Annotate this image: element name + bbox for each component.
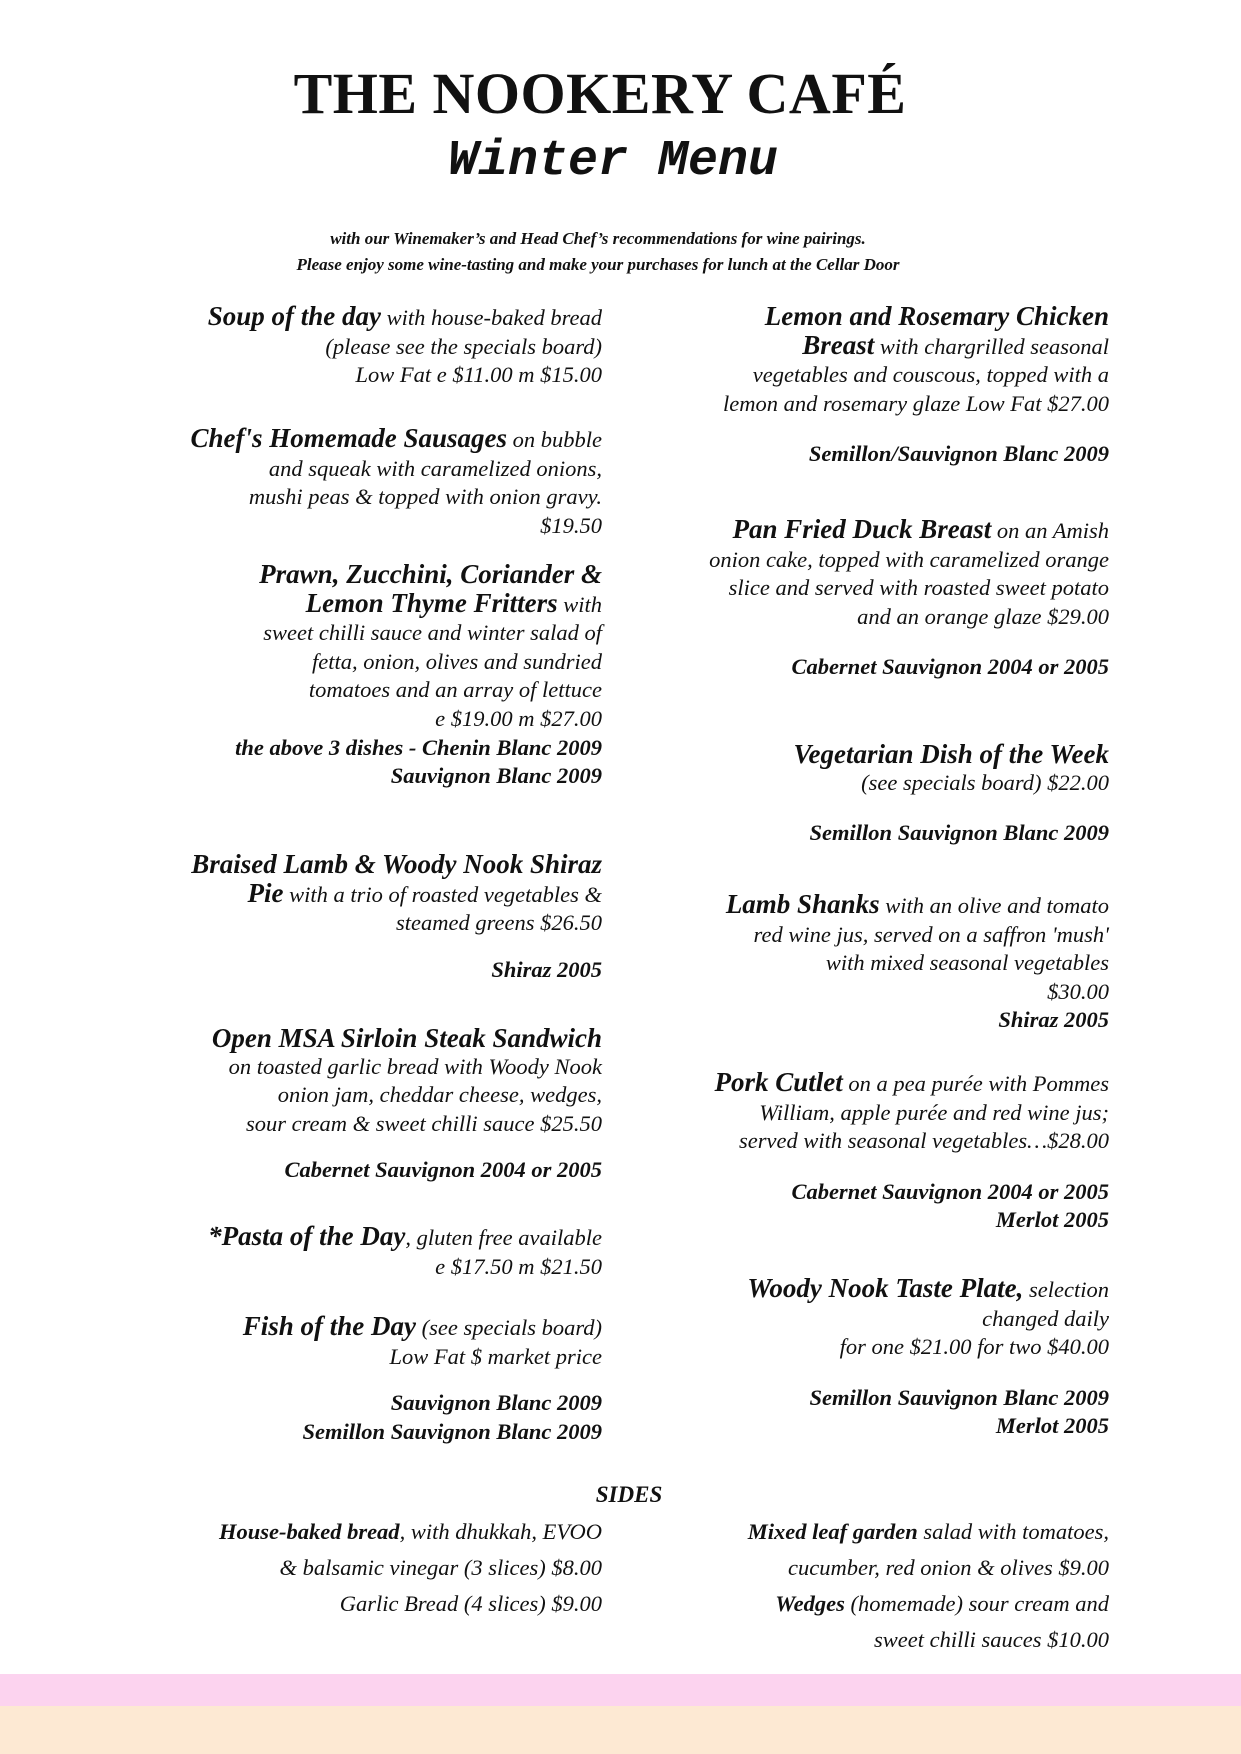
dish-desc: on a pea purée with Pommes (842, 1071, 1109, 1096)
dish-name: Lemon Thyme Fritters (305, 587, 558, 618)
dish-desc: onion jam, cheddar cheese, wedges, (277, 1082, 602, 1108)
menu-item-vegetarian (640, 740, 1109, 848)
menu-item-lamb-shanks (640, 890, 1109, 1035)
wine-pairing: Cabernet Sauvignon 2004 or 2005 (284, 1157, 602, 1183)
dish-price: $30.00 (1047, 978, 1109, 1004)
side-desc: salad with tomatoes, (917, 1519, 1109, 1544)
dish-price: for one $21.00 for two $40.00 (839, 1334, 1109, 1360)
dish-price: $19.50 (540, 512, 602, 538)
dish-name: Prawn, Zucchini, Coriander & (259, 559, 602, 589)
dish-price: e $17.50 m $21.50 (435, 1253, 602, 1279)
dish-price: Low Fat $ market price (389, 1343, 602, 1369)
dish-desc: on bubble (507, 427, 602, 452)
menu-item-taste-plate (640, 1274, 1109, 1441)
wine-pairing: Semillon Sauvignon Blanc 2009 (809, 820, 1109, 846)
dish-desc: (see specials board) (416, 1315, 602, 1340)
wine-pairing: Semillon Sauvignon Blanc 2009 (302, 1418, 602, 1444)
dish-desc: (please see the specials board) (325, 333, 602, 359)
side-price: sweet chilli sauces $10.00 (874, 1627, 1109, 1652)
intro-line-2: Please enjoy some wine-tasting and make your purchases for lunch at the Cellar Door (296, 255, 900, 274)
dish-name: Soup of the day (207, 301, 381, 331)
wine-pairing: Merlot 2005 (995, 1207, 1109, 1233)
dish-desc: on toasted garlic bread with Woody Nook (228, 1053, 602, 1079)
dish-desc: onion cake, topped with caramelized orange (709, 546, 1109, 572)
side-price: & balsamic vinegar (3 slices) $8.00 (279, 1555, 602, 1580)
dish-name: Pie (247, 877, 284, 908)
dish-name: Pork Cutlet (714, 1067, 843, 1097)
wine-pairing: Cabernet Sauvignon 2004 or 2005 (791, 1178, 1109, 1204)
dish-desc: with house-baked bread (380, 305, 602, 330)
dish-price: lemon and rosemary glaze Low Fat $27.00 (722, 390, 1109, 416)
side-desc: (homemade) sour cream and (844, 1591, 1109, 1616)
dish-desc: and squeak with caramelized onions, (268, 455, 602, 481)
dish-desc: with (557, 591, 602, 617)
menu-item-soup (140, 302, 602, 390)
side-price: cucumber, red onion & olives $9.00 (788, 1555, 1109, 1580)
dish-desc: mushi peas & topped with onion gravy. (248, 484, 602, 510)
wine-pairing: Sauvignon Blanc 2009 (390, 763, 602, 789)
sides-left (140, 1514, 602, 1622)
dish-name: Open MSA Sirloin Steak Sandwich (211, 1023, 602, 1053)
dish-desc: changed daily (982, 1305, 1109, 1331)
dish-desc: with a trio of roasted vegetables & (283, 881, 602, 907)
dish-name: Braised Lamb & Woody Nook Shiraz (191, 849, 602, 879)
dish-desc: William, apple purée and red wine jus; (759, 1099, 1109, 1125)
dish-desc: with an olive and tomato (879, 893, 1109, 918)
dish-name: Vegetarian Dish of the Week (793, 739, 1109, 769)
side-garlic-bread: Garlic Bread (4 slices) $9.00 (339, 1591, 602, 1616)
menu-subtitle: Winter Menu (447, 133, 779, 190)
dish-price: Low Fat e $11.00 m $15.00 (355, 362, 602, 388)
wine-pairing: Cabernet Sauvignon 2004 or 2005 (791, 654, 1109, 680)
dish-desc: vegetables and couscous, topped with a (752, 362, 1109, 388)
wine-pairing: Shiraz 2005 (491, 956, 602, 982)
footer-band-pink (0, 1674, 1241, 1706)
sides-right (640, 1514, 1109, 1658)
dish-desc: selection (1023, 1277, 1109, 1302)
wine-pairing: the above 3 dishes - Chenin Blanc 2009 (235, 734, 602, 760)
wine-pairing: Semillon Sauvignon Blanc 2009 (809, 1384, 1109, 1410)
dish-name: Fish of the Day (242, 1311, 416, 1341)
dish-desc: with mixed seasonal vegetables (825, 950, 1109, 976)
menu-item-fritters (140, 560, 602, 791)
dish-price: sour cream & sweet chilli sauce $25.50 (246, 1110, 602, 1136)
menu-item-fish (140, 1312, 602, 1446)
side-name: House-baked bread (218, 1519, 400, 1544)
wine-pairing: Semillon/Sauvignon Blanc 2009 (808, 441, 1109, 467)
dish-name: Lemon and Rosemary Chicken (764, 301, 1109, 331)
dish-desc: sweet chilli sauce and winter salad of (263, 620, 602, 646)
dish-desc: , gluten free available (405, 1225, 602, 1250)
dish-price: steamed greens $26.50 (395, 910, 602, 936)
dish-name: Chef's Homemade Sausages (190, 423, 507, 453)
wine-pairing: Sauvignon Blanc 2009 (390, 1390, 602, 1416)
dish-desc: on an Amish (991, 518, 1109, 543)
dish-desc: red wine jus, served on a saffron 'mush' (753, 921, 1109, 947)
intro-line-1: with our Winemaker’s and Head Chef’s recommendations for wine pairings. (330, 229, 866, 248)
dish-price: (see specials board) $22.00 (861, 769, 1109, 795)
intro-text (0, 226, 1196, 278)
dish-desc: slice and served with roasted sweet potato (728, 575, 1109, 601)
dish-desc: with chargrilled seasonal (874, 333, 1109, 359)
dish-desc: tomatoes and an array of lettuce (308, 677, 602, 703)
menu-item-pork-cutlet (640, 1068, 1109, 1235)
menu-item-chicken (640, 302, 1109, 469)
sides-heading: SIDES (595, 1482, 663, 1507)
dish-name: Woody Nook Taste Plate, (747, 1273, 1024, 1303)
dish-desc: fetta, onion, olives and sundried (312, 648, 602, 674)
wine-pairing: Shiraz 2005 (998, 1007, 1109, 1033)
menu-item-steak-sandwich (140, 1024, 602, 1185)
wine-pairing: Merlot 2005 (995, 1413, 1109, 1439)
footer-band-peach (0, 1706, 1241, 1754)
menu-item-duck (640, 515, 1109, 682)
dish-price: e $19.00 m $27.00 (435, 705, 602, 731)
menu-item-lamb-pie (140, 850, 602, 984)
side-name: Mixed leaf garden (747, 1519, 918, 1544)
dish-price: served with seasonal vegetables…$28.00 (739, 1128, 1109, 1154)
cafe-title: THE NOOKERY CAFÉ (293, 61, 907, 126)
dish-name: *Pasta of the Day (208, 1221, 406, 1251)
side-name: Wedges (775, 1591, 845, 1616)
side-desc: , with dhukkah, EVOO (399, 1519, 602, 1544)
dish-name: Lamb Shanks (725, 889, 880, 919)
dish-name: Breast (802, 329, 875, 360)
menu-item-pasta (140, 1222, 602, 1281)
menu-item-sausages (140, 424, 602, 540)
dish-price: and an orange glaze $29.00 (857, 603, 1109, 629)
dish-name: Pan Fried Duck Breast (732, 514, 992, 544)
